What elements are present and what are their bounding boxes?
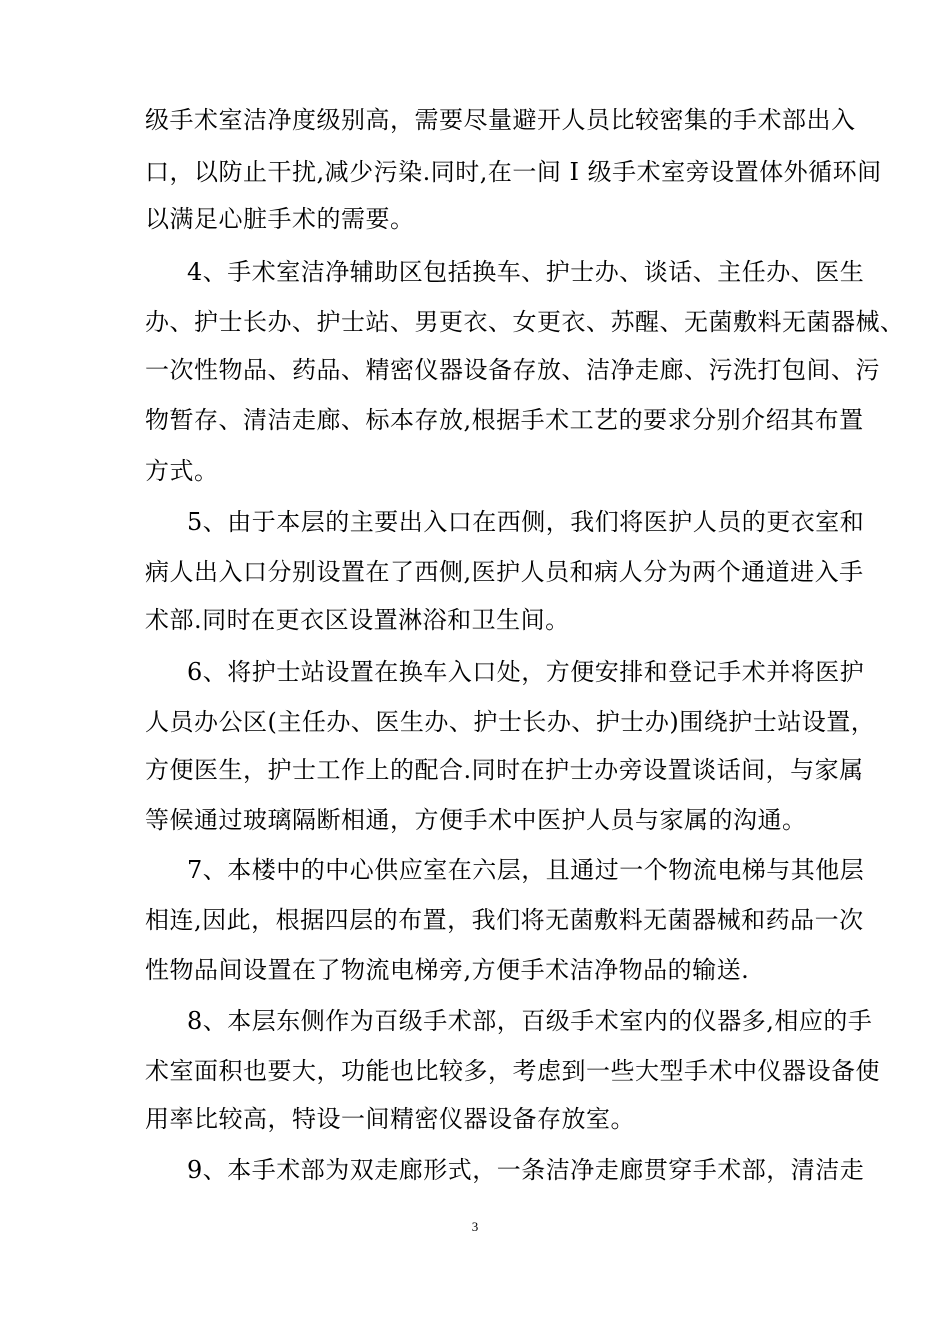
paragraph-7-first-line: 7、本楼中的中心供应室在六层，且通过一个物流电梯与其他层 <box>187 856 865 884</box>
text-line: 物暂存、清洁走廊、标本存放,根据手术工艺的要求分别介绍其布置 <box>145 406 864 434</box>
text-line: 用率比较高，特设一间精密仪器设备存放室。 <box>145 1105 635 1133</box>
page-number: 3 <box>471 1219 479 1234</box>
text-line: 相连,因此，根据四层的布置，我们将无菌敷料无菌器械和药品一次 <box>145 906 864 934</box>
text-line: 人员办公区(主任办、医生办、护士长办、护士办)围绕护士站设置， <box>145 708 876 736</box>
text-line: 办、护士长办、护士站、男更衣、女更衣、苏醒、无菌敷料无菌器械、 <box>145 308 905 336</box>
text-line: 级手术室洁净度级别高，需要尽量避开人员比较密集的手术部出入 <box>145 106 856 134</box>
paragraph-9-first-line: 9、本手术部为双走廊形式，一条洁净走廊贯穿手术部，清洁走 <box>187 1156 865 1184</box>
text-line: 方便医生，护士工作上的配合.同时在护士办旁设置谈话间，与家属 <box>145 756 864 784</box>
paragraph-6-first-line: 6、将护士站设置在换车入口处，方便安排和登记手术并将医护 <box>187 658 865 686</box>
paragraph-5-first-line: 5、由于本层的主要出入口在西侧，我们将医护人员的更衣室和 <box>187 508 865 536</box>
text-line: 病人出入口分别设置在了西侧,医护人员和病人分为两个通道进入手 <box>145 558 864 586</box>
text-line: 性物品间设置在了物流电梯旁,方便手术洁净物品的输送. <box>145 956 750 984</box>
paragraph-4-first-line: 4、手术室洁净辅助区包括换车、护士办、谈话、主任办、医生 <box>187 258 865 286</box>
text-line: 以满足心脏手术的需要。 <box>145 205 415 233</box>
text-line: 口，以防止干扰,减少污染.同时,在一间 I 级手术室旁设置体外循环间 <box>145 158 882 186</box>
paragraph-8-first-line: 8、本层东侧作为百级手术部，百级手术室内的仪器多,相应的手 <box>187 1007 873 1035</box>
text-line: 术部.同时在更衣区设置淋浴和卫生间。 <box>145 606 570 634</box>
text-line: 方式。 <box>145 457 219 485</box>
text-line: 一次性物品、药品、精密仪器设备存放、洁净走廊、污洗打包间、污 <box>145 356 880 384</box>
text-line: 术室面积也要大，功能也比较多，考虑到一些大型手术中仪器设备使 <box>145 1057 880 1085</box>
text-line: 等候通过玻璃隔断相通，方便手术中医护人员与家属的沟通。 <box>145 806 807 834</box>
